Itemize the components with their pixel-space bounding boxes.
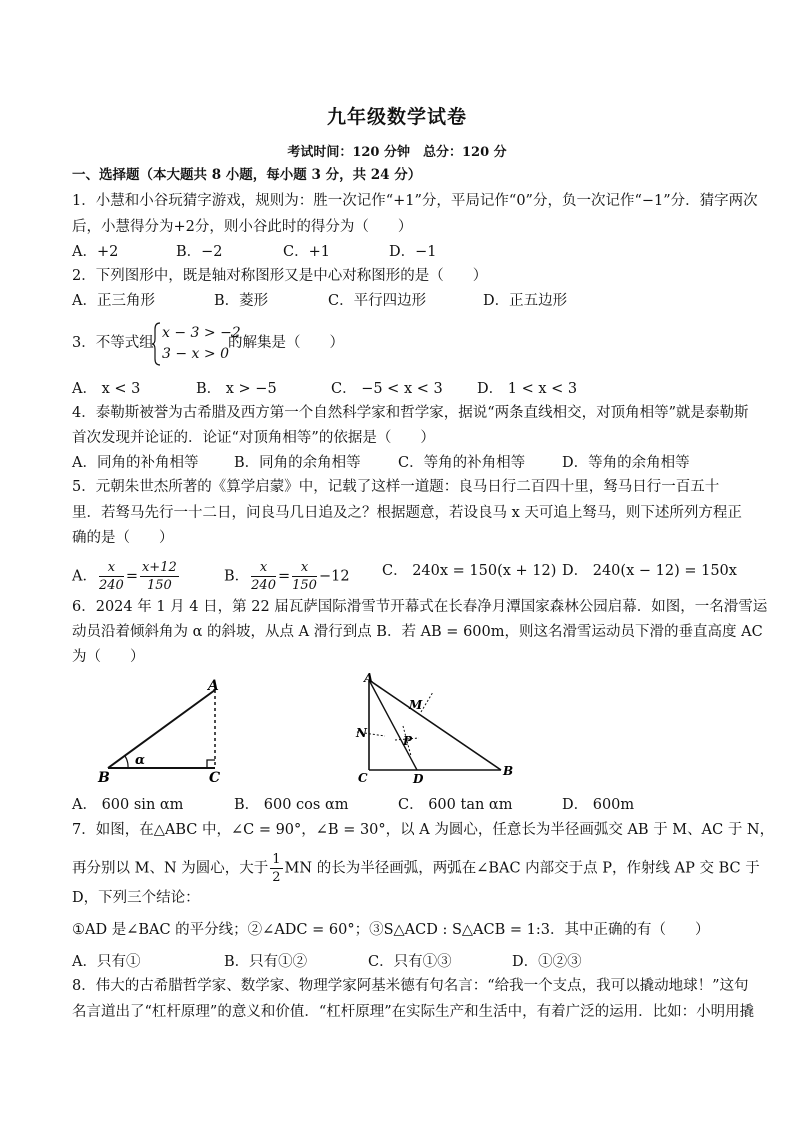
q1-option-b: B．−2 [176,244,223,260]
ray-ad [369,680,417,770]
q6-option-a: A． 600 sin αm [72,797,184,813]
q2-option-c: C．平行四边形 [328,293,427,309]
q2-line1: 2．下列图形中，既是轴对称图形又是中心对称图形的是（ ） [72,268,488,284]
q5-option-a-label: A． [72,568,97,585]
slope-figure [95,674,245,789]
fig1-label-a: A [208,678,219,694]
q4-option-d: D．等角的余角相等 [562,455,690,471]
q1-line2: 后，小慧得分为+2分，则小谷此时的得分为（ ） [72,219,413,235]
q5-a-num1: x [99,559,124,577]
bisector-figure [355,670,525,790]
q5-b-num1: x [251,559,276,577]
q6-line1: 6．2024 年 1 月 4 日，第 22 届瓦萨国际滑雪节开幕式在长春净月潭国家森林公园启幕．如图，一名滑雪运 [72,599,768,615]
q2-option-a: A．正三角形 [72,293,155,309]
q7-option-a: A．只有① [72,954,141,970]
q5-option-b-label: B． [224,568,250,585]
q7-option-d: D．①②③ [512,954,582,970]
q3-option-d: D． 1 < x < 3 [477,381,578,397]
q4-option-c: C．等角的补角相等 [398,455,526,471]
fig2-label-n: N [356,726,367,740]
q3-suffix: 的解集是（ ） [228,335,344,351]
q6-line2: 动员沿着倾斜角为 α 的斜坡，从点 A 滑行到点 B．若 AB = 600m，则这名滑雪运动员下滑的垂直高度 AC [72,624,763,640]
q5-line1: 5．元朝朱世杰所著的《算学启蒙》中，记载了这样一道题：良马日行二百四十里，驽马日行一百五十 [72,479,720,495]
q5-b-tail: −12 [318,568,350,585]
fig2-label-d: D [413,772,424,786]
slope-hypotenuse [108,690,215,768]
q7-line3: D，下列三个结论： [72,890,200,906]
q3-option-c: C． −5 < x < 3 [331,381,443,397]
q2-option-d: D．正五边形 [483,293,568,309]
fig2-label-b: B [503,764,514,778]
q1-option-c: C．+1 [283,244,330,260]
q5-b-den2: 150 [292,578,317,593]
q7-frac-num: 1 [272,852,281,867]
alpha-arc [125,756,128,768]
exam-subtitle: 考试时间：120 分钟 总分：120 分 [287,145,507,160]
q5-option-b: B． $\frac{x}{240}$ = $\frac{x}{150}$ −12 [224,560,350,593]
q4-line1: 4．泰勒斯被誉为古希腊及西方第一个自然科学家和哲学家，据说“两条直线相交，对顶角相等”就是泰勒斯 [72,405,749,421]
q8-line2: 名言道出了“杠杆原理”的意义和价值．“杠杆原理”在实际生产和生活中，有着广泛的运用．比如：小明用撬 [72,1004,755,1020]
q6-option-d: D． 600m [562,797,635,813]
q5-option-d: D． 240(x − 12) = 150x [562,563,737,579]
q1-line1: 1．小慧和小谷玩猜字游戏，规则为：胜一次记作“+1”分，平局记作“0”分，负一次记作“−1”分．猜字两次 [72,193,758,209]
q5-option-a: A． $\frac{x}{240}$ = $\frac{x+12}{150}$ [72,560,177,593]
q5-line3: 确的是（ ） [72,530,174,546]
exam-title: 九年级数学试卷 [326,106,467,128]
q7-option-c: C．只有①③ [368,954,452,970]
fig2-label-m: M [409,698,423,712]
fig1-label-c: C [209,770,221,786]
fig1-label-b: B [98,770,110,786]
arc-m [421,692,433,712]
q4-line2: 首次发现并论证的．论证“对顶角相等”的依据是（ ） [72,430,435,446]
q7-line4: ①AD 是∠BAC 的平分线；②∠ADC = 60°；③S△ACD : S△ACB = 1:3．其中正确的有（ ） [72,922,710,938]
q5-b-num2: x [292,559,317,577]
q3-inequality-1: x − 3 > −2 [162,325,241,341]
q3-option-a: A． x < 3 [72,381,141,397]
section-heading: 一、选择题（本大题共 8 小题，每小题 3 分，共 24 分） [72,167,422,183]
q3-inequality-2: 3 − x > 0 [162,346,229,362]
q5-b-den1: 240 [251,578,276,593]
q1-option-a: A．+2 [72,244,119,260]
q7-line2b: MN 的长为半径画弧，两弧在∠BAC 内部交于点 P，作射线 AP 交 BC 于 [284,860,760,877]
q6-line3: 为（ ） [72,649,145,665]
q5-a-den1: 240 [98,578,124,593]
q7-option-b: B．只有①② [224,954,308,970]
q1-option-d: D．−1 [389,244,437,260]
q5-a-den2: 150 [146,578,172,593]
fig2-label-a: A [364,671,374,685]
q7-line2 [72,851,760,886]
fig2-label-p: P [403,734,413,748]
q3-prefix: 3．不等式组 [72,335,154,351]
q5-option-c: C． 240x = 150(x + 12) [382,563,557,579]
q8-line1: 8．伟大的古希腊哲学家、数学家、物理学家阿基米德有句名言：“给我一个支点，我可以撬动地球！”这句 [72,978,749,994]
q5-line2: 里．若驽马先行一十二日，问良马几日追及之？根据题意，若设良马 x 天可追上驽马，则下述所列方程正 [72,505,742,521]
q2-option-b: B．菱形 [214,293,269,309]
right-angle-mark [207,760,215,768]
q3-brace [151,322,161,366]
fig2-label-c: C [358,771,368,785]
side-ab [369,680,501,770]
q3-option-b: B． x > −5 [196,381,277,397]
q5-a-num2: x+12 [141,560,177,575]
q4-option-a: A．同角的补角相等 [72,455,199,471]
q7-frac-den: 2 [272,870,281,885]
q6-option-c: C． 600 tan αm [398,797,513,813]
q7-line2a: 再分别以 M、N 为圆心，大于 [72,860,269,877]
q7-line1: 7．如图，在△ABC 中，∠C = 90°，∠B = 30°，以 A 为圆心，任意长为半径画弧交 AB 于 M、AC 于 N， [72,822,775,838]
q4-option-b: B．同角的余角相等 [234,455,361,471]
q6-option-b: B． 600 cos αm [234,797,349,813]
fig1-label-alpha: α [135,753,146,768]
